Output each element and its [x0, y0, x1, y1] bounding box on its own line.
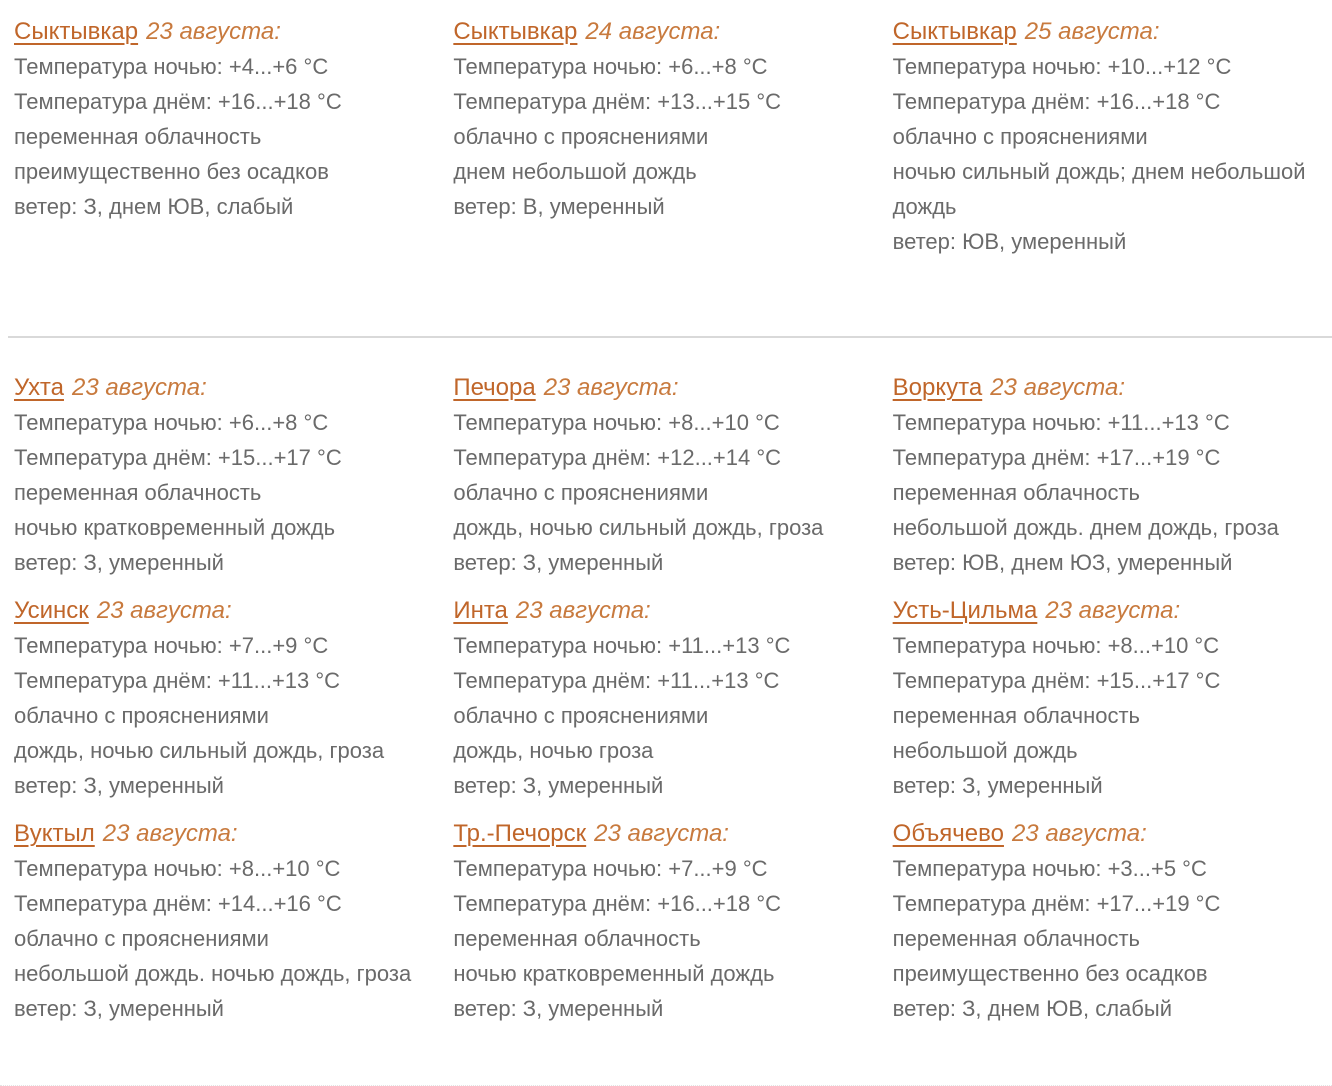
forecast-line: Температура ночью: +11...+13 °C — [892, 410, 1230, 435]
forecast-header — [893, 370, 1318, 405]
city-link[interactable]: Сыктывкар — [892, 18, 1017, 45]
city-link[interactable]: Усть-Цильма — [892, 597, 1038, 624]
forecast-lines — [893, 851, 1318, 1026]
forecast-date: 23 августа: — [990, 374, 1126, 401]
city-link[interactable]: Воркута — [892, 374, 983, 401]
forecast-header — [14, 593, 439, 628]
forecast-line: небольшой дождь — [892, 738, 1078, 763]
forecast-line: преимущественно без осадков — [14, 159, 329, 184]
city-link[interactable]: Тр.-Печорск — [453, 820, 587, 847]
forecast-line: Температура днём: +11...+13 °C — [14, 668, 341, 693]
city-forecast-block — [893, 14, 1318, 259]
forecast-line: ветер: З, днем ЮВ, слабый — [892, 996, 1172, 1021]
forecast-line: ветер: З, умеренный — [453, 996, 664, 1021]
forecast-date: 23 августа: — [102, 820, 238, 847]
city-link[interactable]: Усинск — [14, 597, 89, 624]
forecast-header — [14, 14, 439, 49]
forecast-date: 23 августа: — [515, 597, 651, 624]
forecast-line: ночью кратковременный дождь — [453, 961, 775, 986]
forecast-line: дождь, ночью гроза — [453, 738, 654, 763]
forecast-date: 23 августа: — [96, 597, 232, 624]
forecast-header — [893, 593, 1318, 628]
forecast-date: 25 августа: — [1024, 18, 1160, 45]
forecast-line: Температура ночью: +6...+8 °C — [14, 410, 329, 435]
forecast-line: днем небольшой дождь — [453, 159, 697, 184]
forecast-line: Температура ночью: +8...+10 °C — [14, 856, 341, 881]
city-link[interactable]: Сыктывкар — [14, 18, 139, 45]
forecast-header — [14, 816, 439, 851]
forecast-date: 23 августа: — [1011, 820, 1147, 847]
forecast-line: Температура днём: +11...+13 °C — [453, 668, 780, 693]
forecast-header — [453, 593, 878, 628]
forecast-section-cities — [14, 370, 1318, 1039]
forecast-lines — [453, 405, 878, 580]
forecast-line: Температура днём: +17...+19 °C — [892, 891, 1221, 916]
forecast-line: Температура днём: +15...+17 °C — [14, 445, 342, 470]
forecast-date: 23 августа: — [146, 18, 281, 45]
forecast-line: небольшой дождь. ночью дождь, гроза — [14, 961, 412, 986]
forecast-lines — [893, 49, 1318, 259]
forecast-line: переменная облачность — [14, 124, 262, 149]
forecast-header — [14, 370, 439, 405]
forecast-line: ветер: З, днем ЮВ, слабый — [14, 194, 294, 219]
forecast-header — [453, 370, 878, 405]
city-forecast-block — [453, 593, 878, 803]
forecast-date: 23 августа: — [594, 820, 729, 847]
forecast-line: Температура ночью: +8...+10 °C — [453, 410, 780, 435]
forecast-line: переменная облачность — [892, 926, 1141, 951]
forecast-line: ветер: З, умеренный — [14, 996, 224, 1021]
forecast-header — [893, 14, 1318, 49]
city-forecast-block — [453, 816, 878, 1026]
forecast-line: Температура ночью: +4...+6 °C — [14, 54, 329, 79]
forecast-line: дождь, ночью сильный дождь, гроза — [14, 738, 385, 763]
forecast-line: Температура ночью: +8...+10 °C — [892, 633, 1220, 658]
forecast-line: ночью кратковременный дождь — [14, 515, 336, 540]
forecast-line: облачно с прояснениями — [453, 124, 709, 149]
forecast-lines — [14, 851, 439, 1026]
forecast-line: переменная облачность — [453, 926, 701, 951]
forecast-line: Температура ночью: +7...+9 °C — [453, 856, 768, 881]
forecast-date: 24 августа: — [585, 18, 721, 45]
forecast-line: Температура днём: +17...+19 °C — [892, 445, 1221, 470]
city-forecast-block — [14, 816, 439, 1026]
forecast-line: Температура днём: +14...+16 °C — [14, 891, 342, 916]
forecast-date: 23 августа: — [1045, 597, 1181, 624]
forecast-line: Температура ночью: +11...+13 °C — [453, 633, 791, 658]
forecast-line: ветер: З, умеренный — [14, 773, 224, 798]
forecast-line: Температура ночью: +10...+12 °C — [892, 54, 1232, 79]
city-link[interactable]: Инта — [453, 597, 508, 624]
forecast-header — [453, 816, 878, 851]
section-divider — [8, 336, 1332, 338]
forecast-header — [453, 14, 878, 49]
forecast-lines — [14, 49, 439, 224]
forecast-line: дождь, ночью сильный дождь, гроза — [453, 515, 824, 540]
forecast-line: Температура днём: +13...+15 °C — [453, 89, 782, 114]
forecast-lines — [893, 405, 1318, 580]
forecast-line: Температура днём: +16...+18 °C — [892, 89, 1221, 114]
city-forecast-block — [14, 593, 439, 803]
forecast-line: небольшой дождь. днем дождь, гроза — [892, 515, 1279, 540]
forecast-line: Температура днём: +16...+18 °C — [14, 89, 342, 114]
forecast-line: облачно с прояснениями — [453, 703, 709, 728]
city-link[interactable]: Печора — [453, 374, 536, 401]
forecast-lines — [453, 628, 878, 803]
city-forecast-block — [893, 593, 1318, 803]
forecast-line: переменная облачность — [892, 703, 1141, 728]
city-link[interactable]: Вуктыл — [14, 820, 95, 847]
forecast-line: Температура ночью: +6...+8 °C — [453, 54, 768, 79]
forecast-line: Температура днём: +16...+18 °C — [453, 891, 782, 916]
forecast-lines — [893, 628, 1318, 803]
forecast-line: ветер: З, умеренный — [453, 550, 664, 575]
forecast-line: ветер: ЮВ, днем ЮЗ, умеренный — [892, 550, 1233, 575]
forecast-header — [893, 816, 1318, 851]
city-forecast-block — [453, 370, 878, 580]
forecast-line: облачно с прояснениями — [453, 480, 709, 505]
forecast-date: 23 августа: — [71, 374, 207, 401]
city-link[interactable]: Объячево — [892, 820, 1004, 847]
city-forecast-block — [14, 14, 439, 224]
forecast-date: 23 августа: — [543, 374, 679, 401]
forecast-lines — [14, 405, 439, 580]
forecast-line: ветер: В, умеренный — [453, 194, 665, 219]
forecast-line: переменная облачность — [14, 480, 262, 505]
forecast-lines — [14, 628, 439, 803]
forecast-line: Температура днём: +15...+17 °C — [892, 668, 1221, 693]
city-link[interactable]: Сыктывкар — [453, 18, 578, 45]
forecast-section-syktyvkar — [14, 14, 1318, 272]
forecast-line: ночью сильный дождь; днем небольшой дождь — [892, 159, 1306, 219]
forecast-line: облачно с прояснениями — [14, 926, 269, 951]
city-forecast-block — [893, 816, 1318, 1026]
forecast-line: ветер: З, умеренный — [453, 773, 664, 798]
city-link[interactable]: Ухта — [14, 374, 64, 401]
forecast-line: ветер: З, умеренный — [14, 550, 224, 575]
forecast-line: Температура ночью: +7...+9 °C — [14, 633, 329, 658]
forecast-line: преимущественно без осадков — [892, 961, 1208, 986]
forecast-line: Температура днём: +12...+14 °C — [453, 445, 782, 470]
forecast-line: переменная облачность — [892, 480, 1141, 505]
forecast-line: облачно с прояснениями — [14, 703, 269, 728]
forecast-line: ветер: ЮВ, умеренный — [892, 229, 1127, 254]
city-forecast-block — [893, 370, 1318, 580]
city-forecast-block — [14, 370, 439, 580]
forecast-line: ветер: З, умеренный — [892, 773, 1103, 798]
forecast-line: Температура ночью: +3...+5 °C — [892, 856, 1207, 881]
forecast-lines — [453, 851, 878, 1026]
city-forecast-block — [453, 14, 878, 224]
forecast-lines — [453, 49, 878, 224]
forecast-line: облачно с прояснениями — [892, 124, 1148, 149]
